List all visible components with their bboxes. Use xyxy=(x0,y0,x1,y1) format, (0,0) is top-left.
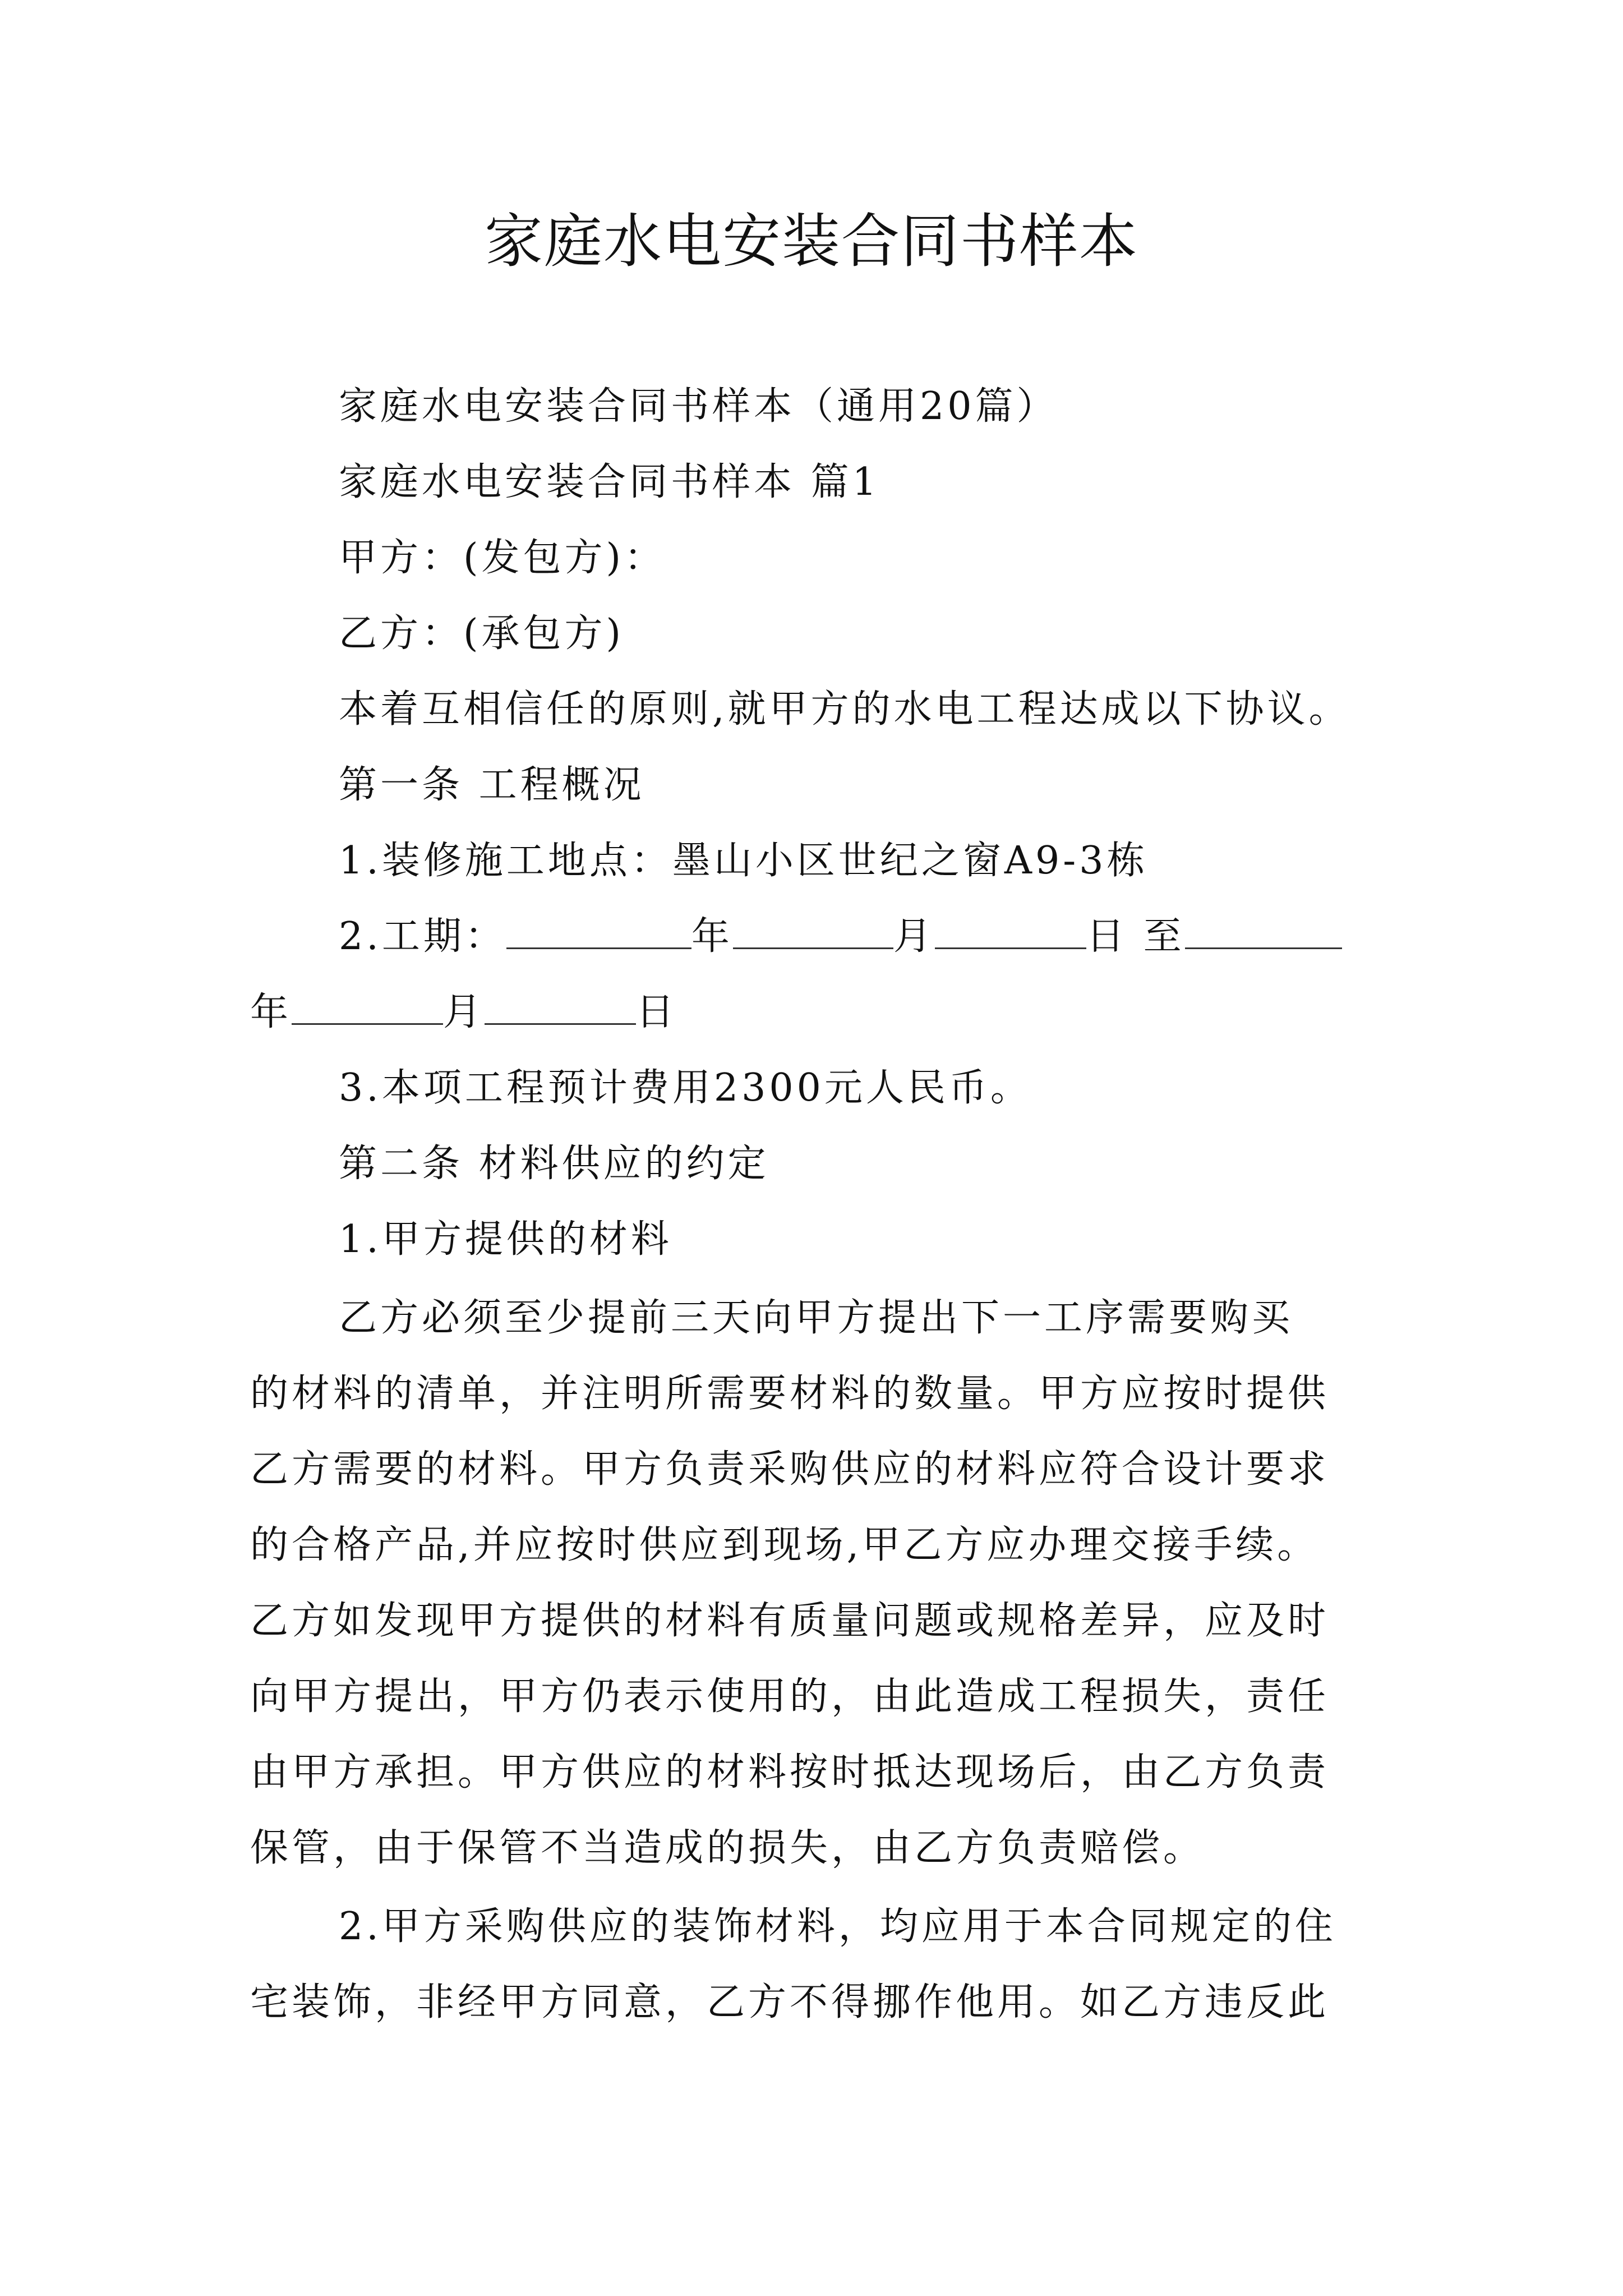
paragraph-line: 乙方需要的材料。甲方负责采购供应的材料应符合设计要求 xyxy=(250,1447,1330,1492)
start-day-label: 日 xyxy=(1086,914,1128,959)
start-day-blank xyxy=(935,913,1086,949)
schedule-label: 2.工期： xyxy=(339,914,506,959)
estimated-cost-line: 3.本项工程预计费用2300元人民币。 xyxy=(339,1066,1032,1110)
end-year-label: 年 xyxy=(250,990,292,1034)
paragraph-line: 的材料的清单，并注明所需要材料的数量。甲方应按时提供 xyxy=(250,1372,1330,1416)
materials-heading: 1.甲方提供的材料 xyxy=(339,1217,672,1262)
paragraph-line: 向甲方提出，甲方仍表示使用的，由此造成工程损失，责任 xyxy=(250,1674,1330,1719)
paragraph-line: 乙方如发现甲方提供的材料有质量问题或规格差异，应及时 xyxy=(250,1599,1330,1643)
end-year-blank xyxy=(1185,913,1342,949)
start-year-blank xyxy=(506,913,691,949)
paragraph-line: 由甲方承担。甲方供应的材料按时抵达现场后，由乙方负责 xyxy=(250,1750,1330,1795)
paragraph-line: 2.甲方采购供应的装饰材料，均应用于本合同规定的住 xyxy=(339,1904,1336,1949)
paragraph-line: 宅装饰，非经甲方同意，乙方不得挪作他用。如乙方违反此 xyxy=(250,1980,1330,2024)
schedule-line-continued xyxy=(250,984,677,1041)
article1-heading: 第一条 工程概况 xyxy=(339,763,645,807)
to-label: 至 xyxy=(1143,914,1185,959)
schedule-line xyxy=(339,909,1342,965)
start-month-blank xyxy=(733,913,893,949)
construction-site-line: 1.装修施工地点：墨山小区世纪之窗A9-3栋 xyxy=(339,839,1149,883)
document-title: 家庭水电安装合同书样本 xyxy=(484,207,1138,275)
end-day-label: 日 xyxy=(636,990,678,1034)
paragraph-line: 保管，由于保管不当造成的损失，由乙方负责赔偿。 xyxy=(250,1826,1205,1870)
end-day-blank xyxy=(485,988,636,1025)
start-year-label: 年 xyxy=(691,914,733,959)
article2-heading: 第二条 材料供应的约定 xyxy=(339,1142,769,1186)
subtitle: 家庭水电安装合同书样本（通用20篇） xyxy=(339,384,1058,429)
party-a-line: 甲方：(发包方)： xyxy=(339,536,666,580)
paragraph-line: 的合格产品,并应按时供应到现场,甲乙方应办理交接手续。 xyxy=(250,1523,1319,1567)
end-month-blank xyxy=(292,988,443,1025)
party-b-line: 乙方：(承包方) xyxy=(339,611,625,656)
start-month-label: 月 xyxy=(893,914,935,959)
section-heading: 家庭水电安装合同书样本 篇1 xyxy=(339,460,880,504)
paragraph-line: 乙方必须至少提前三天向甲方提出下一工序需要购买 xyxy=(339,1296,1294,1340)
end-month-label: 月 xyxy=(443,990,485,1034)
intro-paragraph: 本着互相信任的原则,就甲方的水电工程达成以下协议。 xyxy=(339,687,1350,731)
